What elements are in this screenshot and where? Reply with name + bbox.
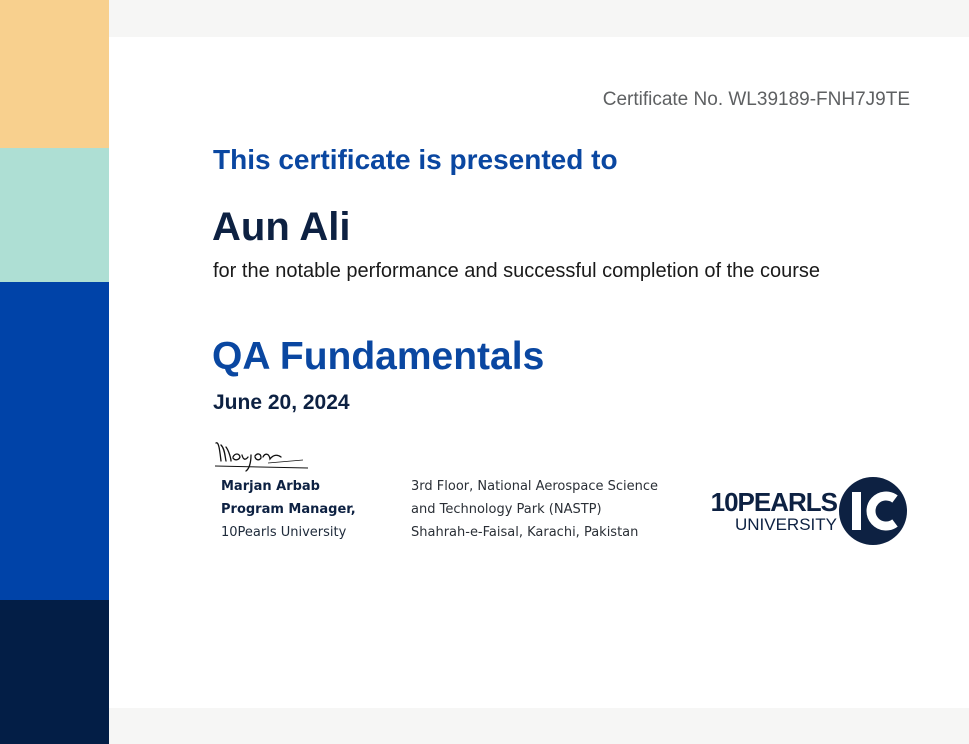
stripe-mint <box>0 148 109 282</box>
logo-wordmark <box>707 489 837 534</box>
address-block <box>411 475 658 544</box>
presented-to-heading: This certificate is presented to <box>213 144 618 175</box>
course-title: QA Fundamentals <box>212 335 545 378</box>
logo-10-mark-icon <box>837 475 909 547</box>
signatory-organization: 10Pearls University <box>221 525 347 540</box>
signatory-block <box>221 475 356 544</box>
signatory-name: Marjan Arbab <box>221 479 320 494</box>
stripe-yellow <box>0 0 109 148</box>
stripe-blue <box>0 282 109 600</box>
address-line-3: Shahrah-e-Faisal, Karachi, Pakistan <box>411 525 639 540</box>
certificate-sheet <box>109 37 969 708</box>
logo-line-2: UNIVERSITY <box>734 515 837 534</box>
address-line-2: and Technology Park (NASTP) <box>411 502 602 517</box>
signatory-title: Program Manager, <box>221 502 356 517</box>
stripe-navy <box>0 600 109 744</box>
certificate-number: Certificate No. WL39189-FNH7J9TE <box>602 89 910 110</box>
signature-image <box>213 435 313 475</box>
address-line-1: 3rd Floor, National Aerospace Science <box>411 479 659 494</box>
logo-line-1: 10PEARLS <box>710 487 837 517</box>
recipient-name: Aun Ali <box>212 205 351 249</box>
completion-text: for the notable performance and successful completion of the course <box>213 260 821 282</box>
completion-date: June 20, 2024 <box>213 391 350 414</box>
10pearls-university-logo <box>707 473 911 545</box>
decorative-stripes <box>0 0 109 744</box>
